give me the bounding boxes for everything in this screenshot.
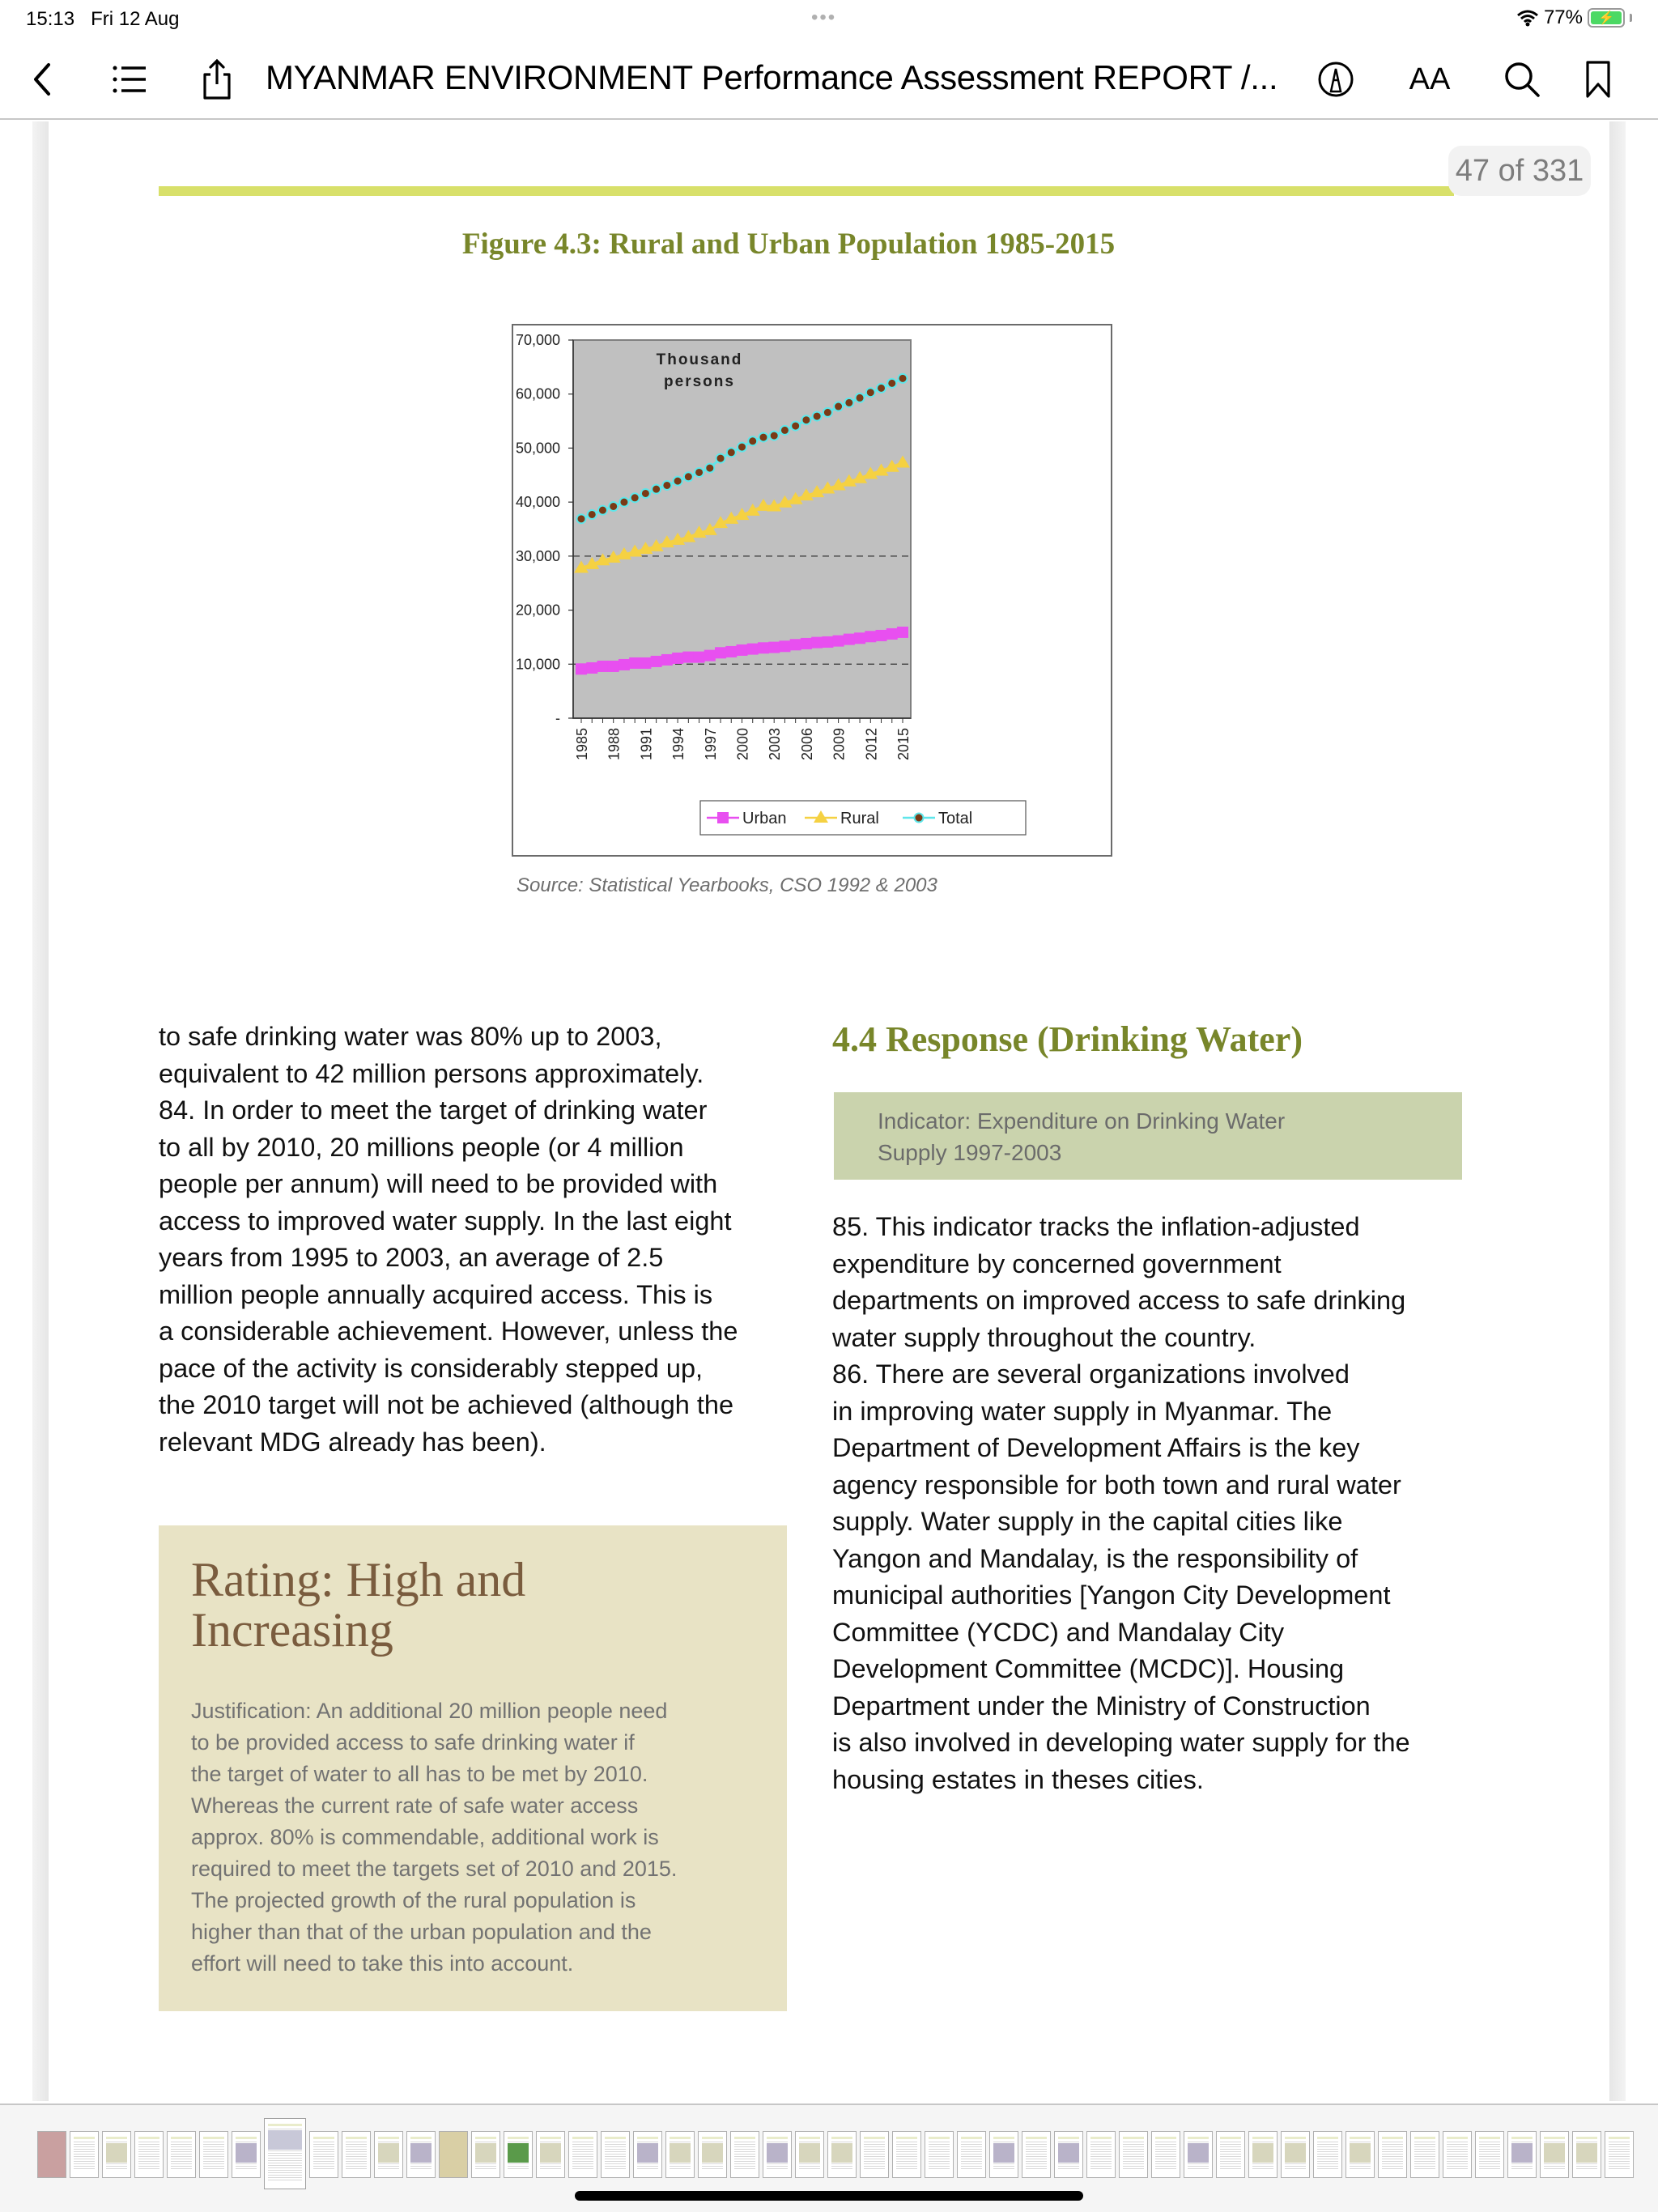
indicator-line: Indicator: Expenditure on Drinking Water	[878, 1108, 1286, 1134]
body-text-line: supply. Water supply in the capital cities like	[832, 1507, 1343, 1536]
chart-canvas	[513, 325, 1114, 858]
page-thumbnail[interactable]	[70, 2131, 99, 2178]
svg-text:Thousand: Thousand	[656, 351, 743, 368]
page-thumbnail[interactable]	[925, 2131, 954, 2178]
page-thumbnail[interactable]	[102, 2131, 131, 2178]
svg-text:20,000: 20,000	[515, 602, 560, 619]
search-icon	[1503, 61, 1541, 98]
page-thumbnail[interactable]	[601, 2131, 630, 2178]
body-text-line: people per annum) will need to be provided with	[159, 1169, 718, 1198]
body-text-line: a considerable achievement. However, unless the	[159, 1317, 738, 1346]
bookmark-button[interactable]	[1575, 57, 1621, 102]
search-button[interactable]	[1499, 57, 1545, 102]
chevron-left-icon	[31, 62, 53, 97]
body-text-line: departments on improved access to safe drinking	[832, 1286, 1406, 1315]
page-thumbnail[interactable]	[1119, 2131, 1148, 2178]
page-thumbnail[interactable]	[1540, 2131, 1569, 2178]
chart-source: Source: Statistical Yearbooks, CSO 1992 & 2003	[517, 874, 937, 896]
body-text-line: years from 1995 to 2003, an average of 2.5	[159, 1243, 664, 1272]
rating-title: Rating: High and Increasing	[191, 1553, 526, 1657]
multitasking-dots[interactable]: •••	[811, 6, 837, 28]
status-time: 15:13 Fri 12 Aug	[26, 8, 180, 30]
page-thumbnail[interactable]	[1313, 2131, 1342, 2178]
indicator-box	[834, 1092, 1462, 1180]
page-indicator[interactable]: 47 of 331	[1448, 146, 1591, 196]
justification-line: to be provided access to safe drinking water if	[191, 1730, 635, 1755]
svg-text:70,000: 70,000	[515, 332, 560, 348]
justification-line: Whereas the current rate of safe water access	[191, 1793, 639, 1818]
body-text-line: relevant MDG already has been).	[159, 1427, 546, 1457]
page-thumbnail[interactable]	[406, 2131, 436, 2178]
page-thumbnail[interactable]	[1086, 2131, 1116, 2178]
body-text-line: Department under the Ministry of Construction	[832, 1691, 1371, 1721]
body-text-line: Yangon and Mandalay, is the responsibility of	[832, 1543, 1358, 1573]
svg-text:60,000: 60,000	[515, 385, 560, 402]
text-size-label: AA	[1409, 62, 1451, 96]
svg-text:2000: 2000	[734, 728, 751, 761]
justification-line: The projected growth of the rural population is	[191, 1888, 636, 1912]
bookmark-icon	[1585, 60, 1611, 99]
page-thumbnail[interactable]	[795, 2131, 824, 2178]
page-thumbnail[interactable]	[471, 2131, 500, 2178]
page-thumbnail[interactable]	[989, 2131, 1018, 2178]
body-text-line: million people annually acquired access. This is	[159, 1279, 713, 1309]
thumbnail-list	[37, 2131, 1634, 2189]
section-heading: 4.4 Response (Drinking Water)	[832, 1019, 1303, 1059]
list-icon	[112, 63, 147, 96]
page-thumbnail[interactable]	[342, 2131, 371, 2178]
svg-text:40,000: 40,000	[515, 494, 560, 511]
left-column-text	[159, 1019, 738, 1461]
page-thumbnail[interactable]	[1346, 2131, 1375, 2178]
svg-text:persons: persons	[664, 373, 735, 390]
body-text-line: equivalent to 42 million persons approximately.	[159, 1058, 704, 1088]
body-text-line: Committee (YCDC) and Mandalay City	[832, 1617, 1285, 1647]
page-edge-shadow	[1609, 121, 1626, 2101]
justification-line: higher than that of the urban population and the	[191, 1920, 652, 1944]
wifi-icon	[1516, 9, 1539, 27]
page-thumbnail[interactable]	[633, 2131, 662, 2178]
svg-text:2015: 2015	[895, 728, 912, 761]
svg-text:1985: 1985	[574, 728, 590, 761]
page-thumbnail[interactable]	[730, 2131, 759, 2178]
svg-text:2009: 2009	[831, 728, 848, 761]
justification-line: effort will need to take this into account.	[191, 1951, 574, 1976]
body-text-line: Department of Development Affairs is the key	[832, 1433, 1360, 1462]
back-button[interactable]	[19, 57, 65, 102]
justification-line: approx. 80% is commendable, additional work is	[191, 1825, 659, 1849]
body-text-line: is also involved in developing water supply for the	[832, 1728, 1410, 1757]
page-thumbnail[interactable]	[1443, 2131, 1472, 2178]
body-text-line: to safe drinking water was 80% up to 2003,	[159, 1022, 662, 1051]
body-text-line: in improving water supply in Myanmar. The	[832, 1396, 1333, 1426]
svg-text:10,000: 10,000	[515, 656, 560, 673]
svg-text:50,000: 50,000	[515, 440, 560, 457]
page-thumbnail[interactable]	[309, 2131, 338, 2178]
status-bar	[0, 0, 1658, 39]
body-text-line: access to improved water supply. In the last eight	[159, 1206, 732, 1236]
share-icon	[201, 58, 233, 100]
page-thumbnail[interactable]	[892, 2131, 921, 2178]
svg-text:30,000: 30,000	[515, 547, 560, 564]
page-thumbnail[interactable]	[134, 2131, 164, 2178]
page-thumbnail[interactable]	[1410, 2131, 1439, 2178]
page-thumbnail[interactable]	[1248, 2131, 1278, 2178]
body-text-line: the 2010 target will not be achieved (although the	[159, 1390, 734, 1419]
body-text-line: to all by 2010, 20 millions people (or 4 million	[159, 1132, 684, 1162]
page-thumbnail[interactable]	[1281, 2131, 1310, 2178]
document-title: MYANMAR ENVIRONMENT Performance Assessment REPORT /...	[266, 58, 1278, 96]
justification-line: Justification: An additional 20 million people need	[191, 1699, 668, 1723]
svg-text:1994: 1994	[670, 728, 687, 761]
page-thumbnail[interactable]	[698, 2131, 727, 2178]
page-thumbnail[interactable]	[1054, 2131, 1083, 2178]
svg-text:1997: 1997	[702, 728, 719, 761]
page-edge-shadow	[32, 121, 49, 2101]
page-thumbnail[interactable]	[536, 2131, 565, 2178]
figure-title: Figure 4.3: Rural and Urban Population 1985-2015	[461, 228, 1116, 261]
svg-text:Rural: Rural	[840, 810, 879, 827]
thumbnail-current-page[interactable]	[264, 2118, 306, 2189]
header-rule	[159, 186, 1454, 196]
markup-button[interactable]	[1313, 57, 1358, 102]
body-text-line: housing estates in theses cities.	[832, 1764, 1204, 1794]
svg-text:Total: Total	[938, 810, 973, 827]
page-thumbnail[interactable]	[1475, 2131, 1504, 2178]
pen-circle-icon	[1317, 61, 1354, 98]
battery-percent: 77%	[1543, 6, 1583, 28]
page-thumbnail[interactable]	[1151, 2131, 1180, 2178]
page-thumbnail[interactable]	[827, 2131, 857, 2178]
share-button[interactable]	[194, 57, 240, 102]
page-thumbnail[interactable]	[167, 2131, 196, 2178]
indicator-line: Supply 1997-2003	[878, 1140, 1062, 1165]
right-column-text	[832, 1209, 1410, 1798]
home-indicator[interactable]	[575, 2191, 1083, 2201]
page-thumbnail[interactable]	[1216, 2131, 1245, 2178]
body-text-line: expenditure by concerned government	[832, 1249, 1282, 1278]
page-thumbnail[interactable]	[1184, 2131, 1213, 2178]
battery-icon: ⚡	[1588, 8, 1625, 28]
body-text-line: water supply throughout the country.	[832, 1322, 1256, 1352]
page-thumbnail[interactable]	[1378, 2131, 1407, 2178]
body-text-line: agency responsible for both town and rural water	[832, 1470, 1401, 1499]
page-thumbnail[interactable]	[232, 2131, 261, 2178]
body-text-line: 85. This indicator tracks the inflation-adjusted	[832, 1212, 1360, 1241]
text-size-button[interactable]	[1404, 57, 1456, 102]
page-thumbnail[interactable]	[763, 2131, 792, 2178]
svg-text:1988: 1988	[606, 728, 623, 761]
justification-line: required to meet the targets set of 2010 and 2015.	[191, 1857, 678, 1881]
page-thumbnail[interactable]	[568, 2131, 597, 2178]
battery-tip	[1630, 14, 1632, 22]
svg-text:-: -	[555, 710, 560, 726]
page-thumbnail[interactable]	[665, 2131, 695, 2178]
svg-text:2006: 2006	[798, 728, 815, 761]
status-indicators	[1516, 6, 1632, 29]
svg-text:1991: 1991	[638, 728, 655, 761]
reader-toolbar	[0, 39, 1658, 120]
page-thumbnail[interactable]	[199, 2131, 228, 2178]
body-text-line: 84. In order to meet the target of drinking water	[159, 1095, 708, 1125]
page-thumbnail[interactable]	[1022, 2131, 1051, 2178]
svg-text:Urban: Urban	[742, 810, 787, 827]
svg-text:2012: 2012	[863, 728, 880, 761]
svg-text:2003: 2003	[767, 728, 784, 761]
page-thumbnail[interactable]	[1605, 2131, 1634, 2178]
page-thumbnail[interactable]	[1572, 2131, 1601, 2178]
page-thumbnail[interactable]	[374, 2131, 403, 2178]
page-thumbnail[interactable]	[860, 2131, 889, 2178]
rating-box	[159, 1525, 787, 2011]
rating-justification	[191, 1695, 677, 1980]
body-text-line: pace of the activity is considerably stepped up,	[159, 1353, 704, 1383]
justification-line: the target of water to all has to be met by 2010.	[191, 1762, 648, 1786]
page-thumbnail[interactable]	[957, 2131, 986, 2178]
page-thumbnail[interactable]	[504, 2131, 533, 2178]
body-text-line: Development Committee (MCDC)]. Housing	[832, 1654, 1345, 1683]
table-of-contents-button[interactable]	[107, 57, 152, 102]
page-thumbnail[interactable]	[1507, 2131, 1537, 2178]
body-text-line: 86. There are several organizations involved	[832, 1359, 1350, 1389]
body-text-line: municipal authorities [Yangon City Development	[832, 1580, 1391, 1610]
population-chart	[512, 324, 1112, 857]
page-thumbnail[interactable]	[439, 2131, 468, 2178]
page-thumbnail[interactable]	[37, 2131, 66, 2178]
